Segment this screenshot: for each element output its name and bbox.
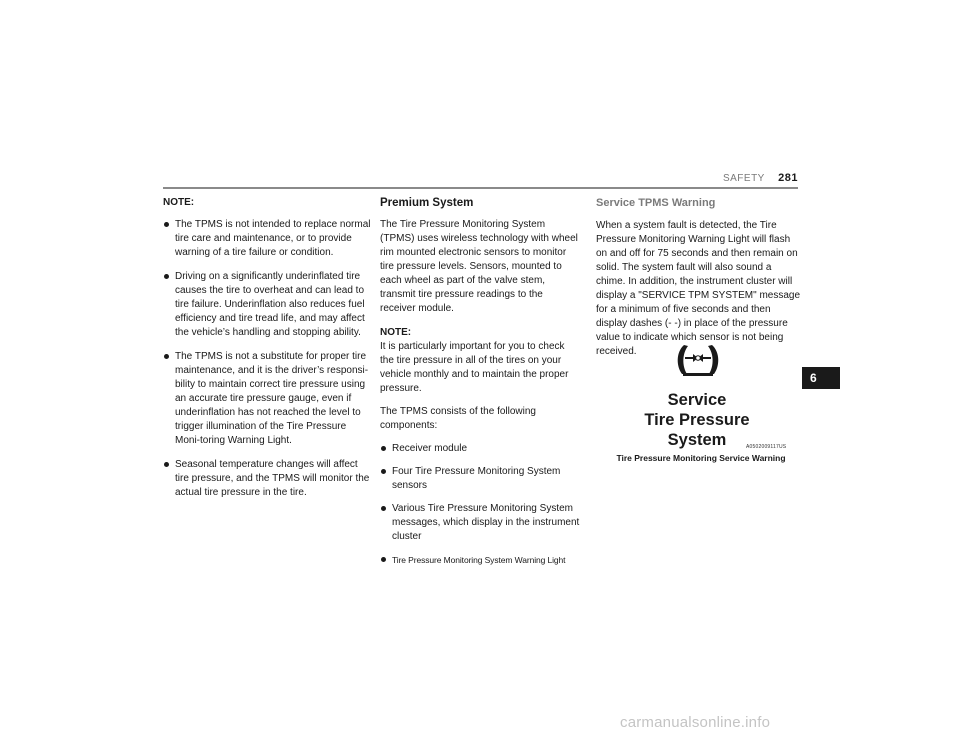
figure-warning-text: Service Tire Pressure System: [644, 391, 750, 449]
column-middle: [380, 196, 580, 577]
figure-code: A0502009117US: [746, 444, 787, 450]
note-list: [163, 218, 371, 500]
list-item: Various Tire Pressure Monitoring System messages, which display in the instrument cluster: [380, 502, 580, 544]
figure-caption: Tire Pressure Monitoring Service Warning: [616, 453, 786, 463]
components-list: [380, 442, 580, 568]
service-tpms-heading: Service TPMS Warning: [596, 197, 716, 209]
bullet-icon: [164, 354, 169, 359]
bullet-icon: [164, 222, 169, 227]
running-head: [600, 172, 798, 184]
list-item: The TPMS is not intended to replace normal tire care and maintenance, or to provide warning of a tire failure or condition.: [163, 218, 371, 260]
list-item: The TPMS is not a substitute for proper tire maintenance, and it is the driver’s responsi-bility to maintain correct tire pressure using an accurate tire pressure gauge, even if underinflation has not reached the level to trigger illumination of the Tire Pressure Moni-toring Warning Light.: [163, 350, 371, 448]
tpms-service-figure: [606, 338, 796, 468]
note-text: It is particularly important for you to check the tire pressure in all of the tires on your vehicle monthly and to maintain the proper pressure.: [380, 341, 569, 394]
list-item: Four Tire Pressure Monitoring System sensors: [380, 465, 580, 493]
section-title: SAFETY: [722, 173, 765, 184]
column-left: [163, 196, 371, 510]
note-label: NOTE:: [380, 327, 412, 338]
chapter-tab: 6: [802, 367, 840, 389]
header-rule: [163, 187, 798, 189]
bullet-icon: [381, 446, 386, 451]
list-item: Tire Pressure Monitoring System Warning Light: [380, 553, 580, 568]
page-number: 281: [778, 172, 798, 184]
bullet-icon: [381, 506, 386, 511]
bullet-icon: [164, 462, 169, 467]
premium-intro: The Tire Pressure Monitoring System (TPMS) uses wireless technology with wheel rim mounted electronic sensors to monitor tire pressure levels. Sensors, mounted to each wheel as part of the valve stem, transmit tire pressure readings to the receiver module.: [380, 219, 578, 314]
bullet-icon: [381, 557, 386, 562]
components-intro: The TPMS consists of the following components:: [380, 406, 536, 431]
premium-system-heading: Premium System: [380, 197, 474, 209]
list-item: Receiver module: [380, 442, 580, 456]
note-label: NOTE:: [163, 197, 195, 208]
list-item: Seasonal temperature changes will affect tire pressure, and the TPMS will monitor the actual tire pressure in the tire.: [163, 458, 371, 500]
watermark: carmanualsonline.info: [620, 714, 771, 731]
service-tpms-body: When a system fault is detected, the Tire Pressure Monitoring Warning Light will flash on and off for 75 seconds and then remain on solid. The system fault will also sound a chime. In addition, the instrument cluster will display a "SERVICE TPM SYSTEM" message for a minimum of five seconds and then display dashes (- -) in place of the pressure value to indicate which sensor is not being received.: [596, 220, 801, 357]
tire-pressure-warning-icon: [674, 342, 722, 378]
bullet-icon: [164, 274, 169, 279]
list-item: Driving on a significantly underinflated tire causes the tire to overheat and can lead to tire failure. Underinflation also reduces fuel efficiency and tire tread life, and may affect the vehicle’s handling and stopping ability.: [163, 270, 371, 340]
bullet-icon: [381, 469, 386, 474]
